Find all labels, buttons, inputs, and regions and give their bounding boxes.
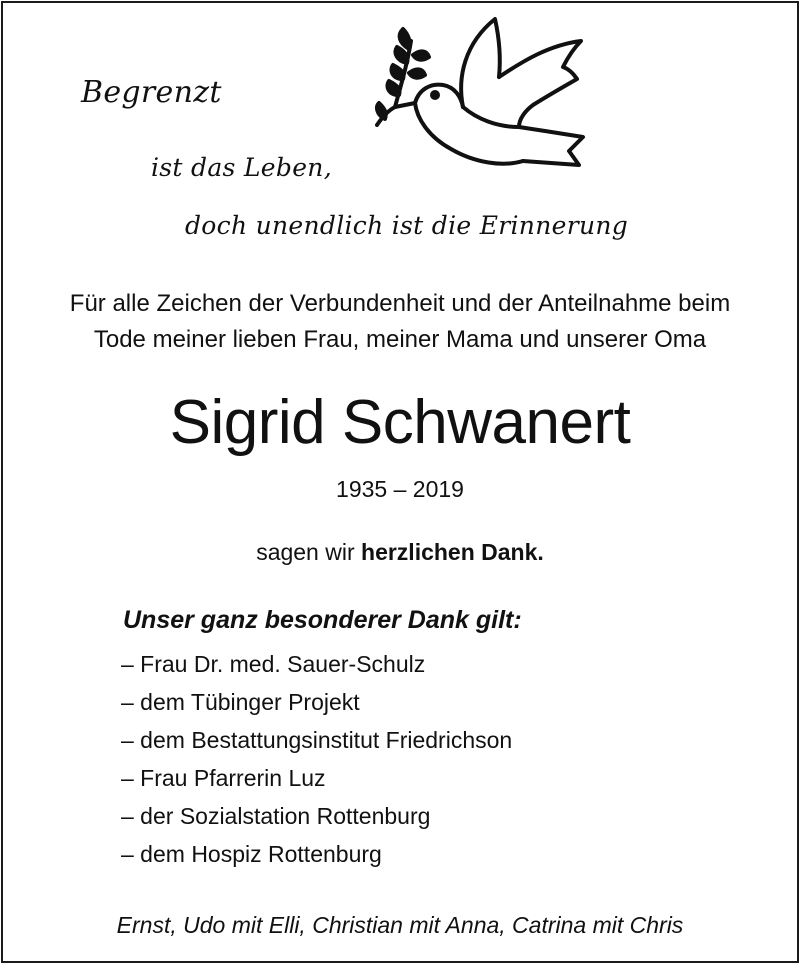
- special-thanks-list: [121, 645, 512, 873]
- life-years: 1935 – 2019: [336, 476, 464, 502]
- thanks-line: [3, 535, 797, 569]
- motto-line-2: ist das Leben,: [151, 153, 332, 182]
- intro-line-2: Tode meiner lieben Frau, meiner Mama und unserer Oma: [93, 326, 707, 353]
- motto-line-3: doch unendlich ist die Erinnerung: [185, 211, 629, 240]
- obituary-card: [1, 1, 799, 963]
- list-item: – dem Hospiz Rottenburg: [121, 841, 382, 867]
- intro-text: [3, 286, 797, 358]
- deceased-name: Sigrid Schwanert: [169, 388, 631, 457]
- list-item: – Frau Pfarrerin Luz: [121, 765, 326, 791]
- family-signature: Ernst, Udo mit Elli, Christian mit Anna, Catrina mit Chris: [116, 912, 684, 938]
- special-thanks-title: Unser ganz besonderer Dank gilt:: [123, 606, 522, 634]
- thanks-emphasis: herzlichen Dank.: [361, 539, 544, 565]
- thanks-prefix: sagen wir: [256, 539, 362, 565]
- motto-line-1: Begrenzt: [81, 75, 222, 110]
- intro-line-1: Für alle Zeichen der Verbundenheit und der Anteilnahme beim: [69, 290, 731, 317]
- list-item: – der Sozialstation Rottenburg: [121, 803, 431, 829]
- list-item: – Frau Dr. med. Sauer-Schulz: [121, 651, 426, 677]
- list-item: – dem Tübinger Projekt: [121, 689, 360, 715]
- dove-icon: [373, 15, 591, 195]
- list-item: – dem Bestattungsinstitut Friedrichson: [121, 727, 513, 753]
